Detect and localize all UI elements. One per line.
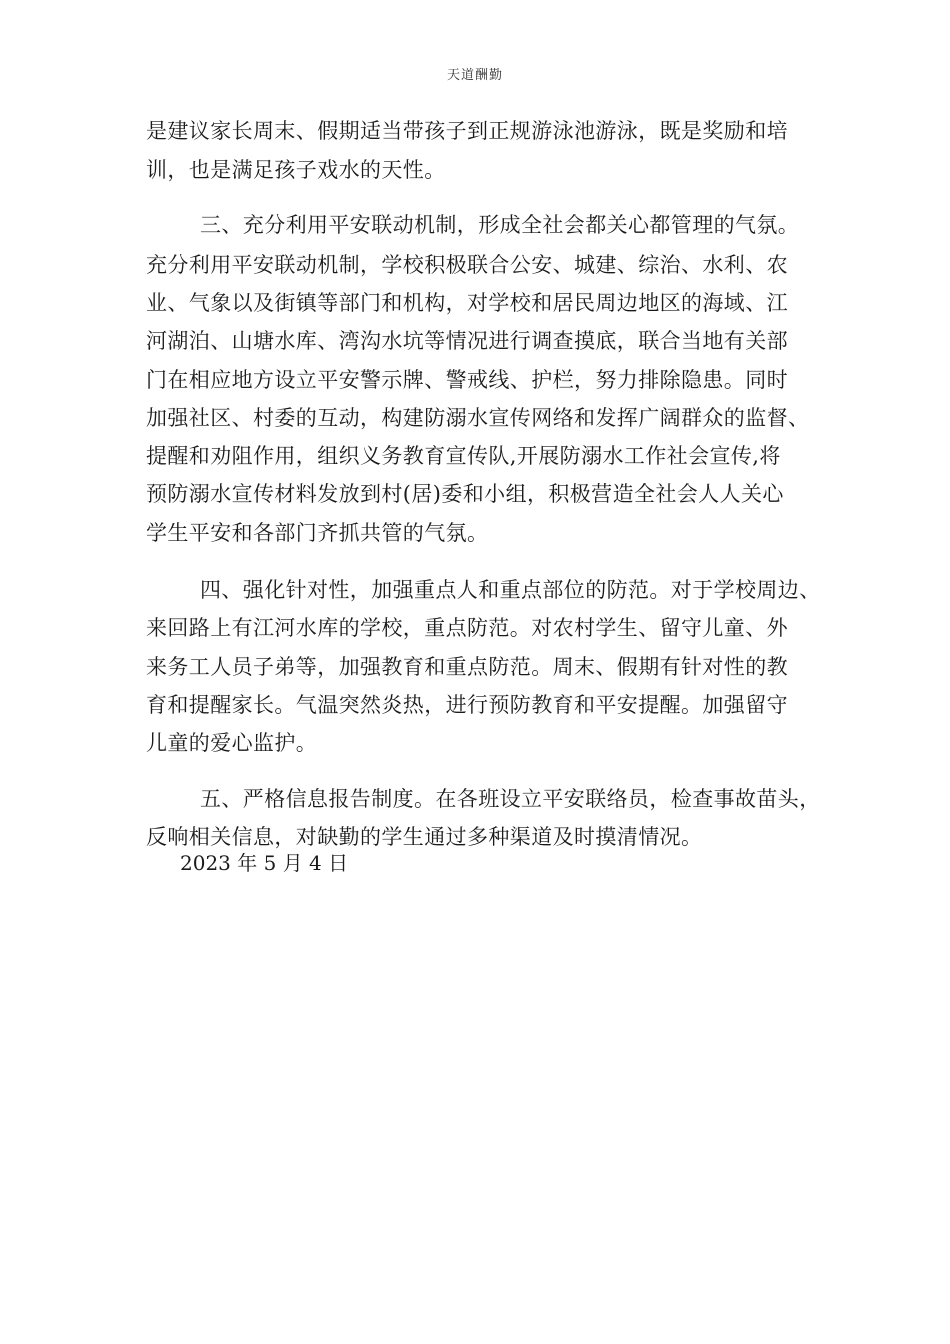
document-date: 2023 年 5 月 4 日 <box>180 851 349 875</box>
page-header: 天道酬勤 <box>446 68 503 83</box>
text-line: 预防溺水宣传材料发放到村(居)委和小组，积极营造全社会人人关心 <box>146 482 784 506</box>
text-line: 育和提醒家长。气温突然炎热，进行预防教育和平安提醒。加强留守 <box>146 693 788 717</box>
text-line: 学生平安和各部门齐抓共管的气氛。 <box>146 521 489 545</box>
text-line: 提醒和劝阻作用，组织义务教育宣传队,开展防溺水工作社会宣传,将 <box>146 444 781 468</box>
text-line: 是建议家长周末、假期适当带孩子到正规游泳池游泳，既是奖励和培 <box>146 119 788 143</box>
text-line: 业、气象以及街镇等部门和机构，对学校和居民周边地区的海域、江 <box>146 291 788 315</box>
text-line: 训，也是满足孩子戏水的天性。 <box>146 158 446 182</box>
paragraph-heading: 三、充分利用平安联动机制，形成全社会都关心都管理的气氛。 <box>200 213 800 237</box>
text-line: 河湖泊、山塘水库、湾沟水坑等情况进行调查摸底，联合当地有关部 <box>146 329 788 353</box>
text-line: 来务工人员子弟等，加强教育和重点防范。周末、假期有针对性的教 <box>146 655 788 679</box>
paragraph-heading: 四、强化针对性，加强重点人和重点部位的防范。对于学校周边、 <box>200 578 821 602</box>
text-line: 充分利用平安联动机制，学校积极联合公安、城建、综治、水利、农 <box>146 253 788 277</box>
paragraph-heading: 五、严格信息报告制度。在各班设立平安联络员，检查事故苗头， <box>200 787 821 811</box>
text-line: 加强社区、村委的互动，构建防溺水宣传网络和发挥广阔群众的监督、 <box>146 406 810 430</box>
text-line: 来回路上有江河水库的学校，重点防范。对农村学生、留守儿童、外 <box>146 616 788 640</box>
text-line: 门在相应地方设立平安警示牌、警戒线、护栏，努力排除隐患。同时 <box>146 368 788 392</box>
text-line: 反响相关信息，对缺勤的学生通过多种渠道及时摸清情况。 <box>146 825 703 849</box>
text-line: 儿童的爱心监护。 <box>146 731 318 755</box>
